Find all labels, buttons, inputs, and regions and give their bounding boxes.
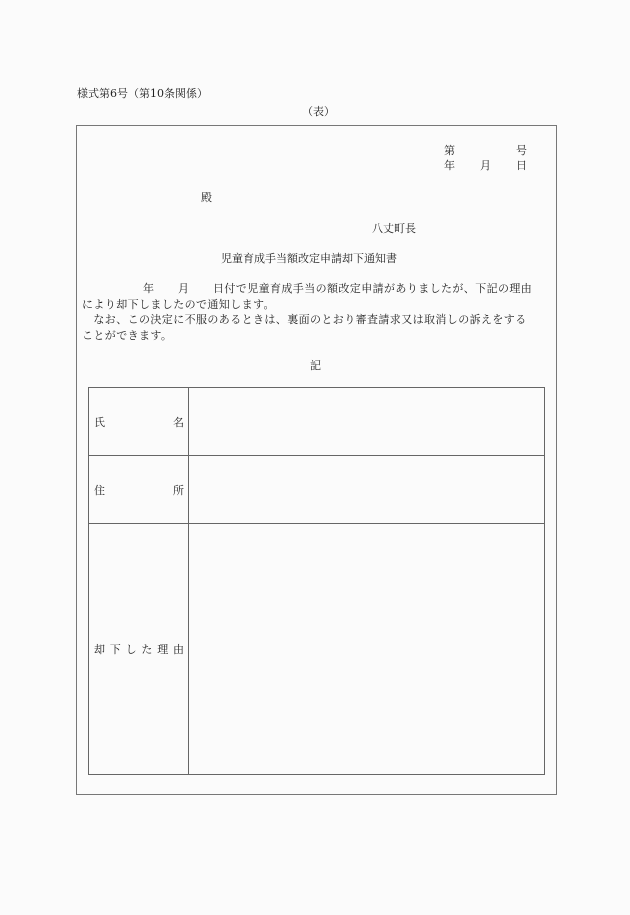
name-label: 氏 名	[94, 416, 184, 429]
address-label: 住 所	[94, 484, 184, 497]
ki-label: 記	[310, 359, 321, 372]
side-label: （表）	[302, 105, 335, 118]
address-field[interactable]	[190, 456, 543, 522]
body-line-4: ことができます。	[82, 329, 173, 342]
body-date-month: 月	[178, 282, 189, 295]
table-column-divider	[188, 387, 189, 774]
addressee-suffix: 殿	[201, 191, 212, 204]
rejection-reason-field[interactable]	[190, 524, 543, 773]
body-line-2: により却下しましたので通知します。	[82, 298, 275, 311]
rejection-reason-label: 却 下 し た 理 由	[94, 643, 184, 656]
date-day: 日	[516, 159, 527, 172]
document-title: 児童育成手当額改定申請却下通知書	[221, 252, 397, 265]
date-year: 年	[444, 159, 455, 172]
number-suffix: 号	[516, 144, 527, 157]
issuer: 八丈町長	[372, 222, 416, 235]
form-number: 様式第6号（第10条関係）	[77, 87, 208, 100]
date-month: 月	[480, 159, 491, 172]
name-field[interactable]	[190, 388, 543, 454]
body-line-3: なお、この決定に不服のあるときは、裏面のとおり審査請求又は取消しの訴えをする	[82, 313, 527, 326]
body-line-1: 日付で児童育成手当の額改定申請がありましたが、下記の理由	[213, 282, 533, 295]
number-prefix: 第	[444, 144, 455, 157]
body-date-year: 年	[143, 282, 154, 295]
